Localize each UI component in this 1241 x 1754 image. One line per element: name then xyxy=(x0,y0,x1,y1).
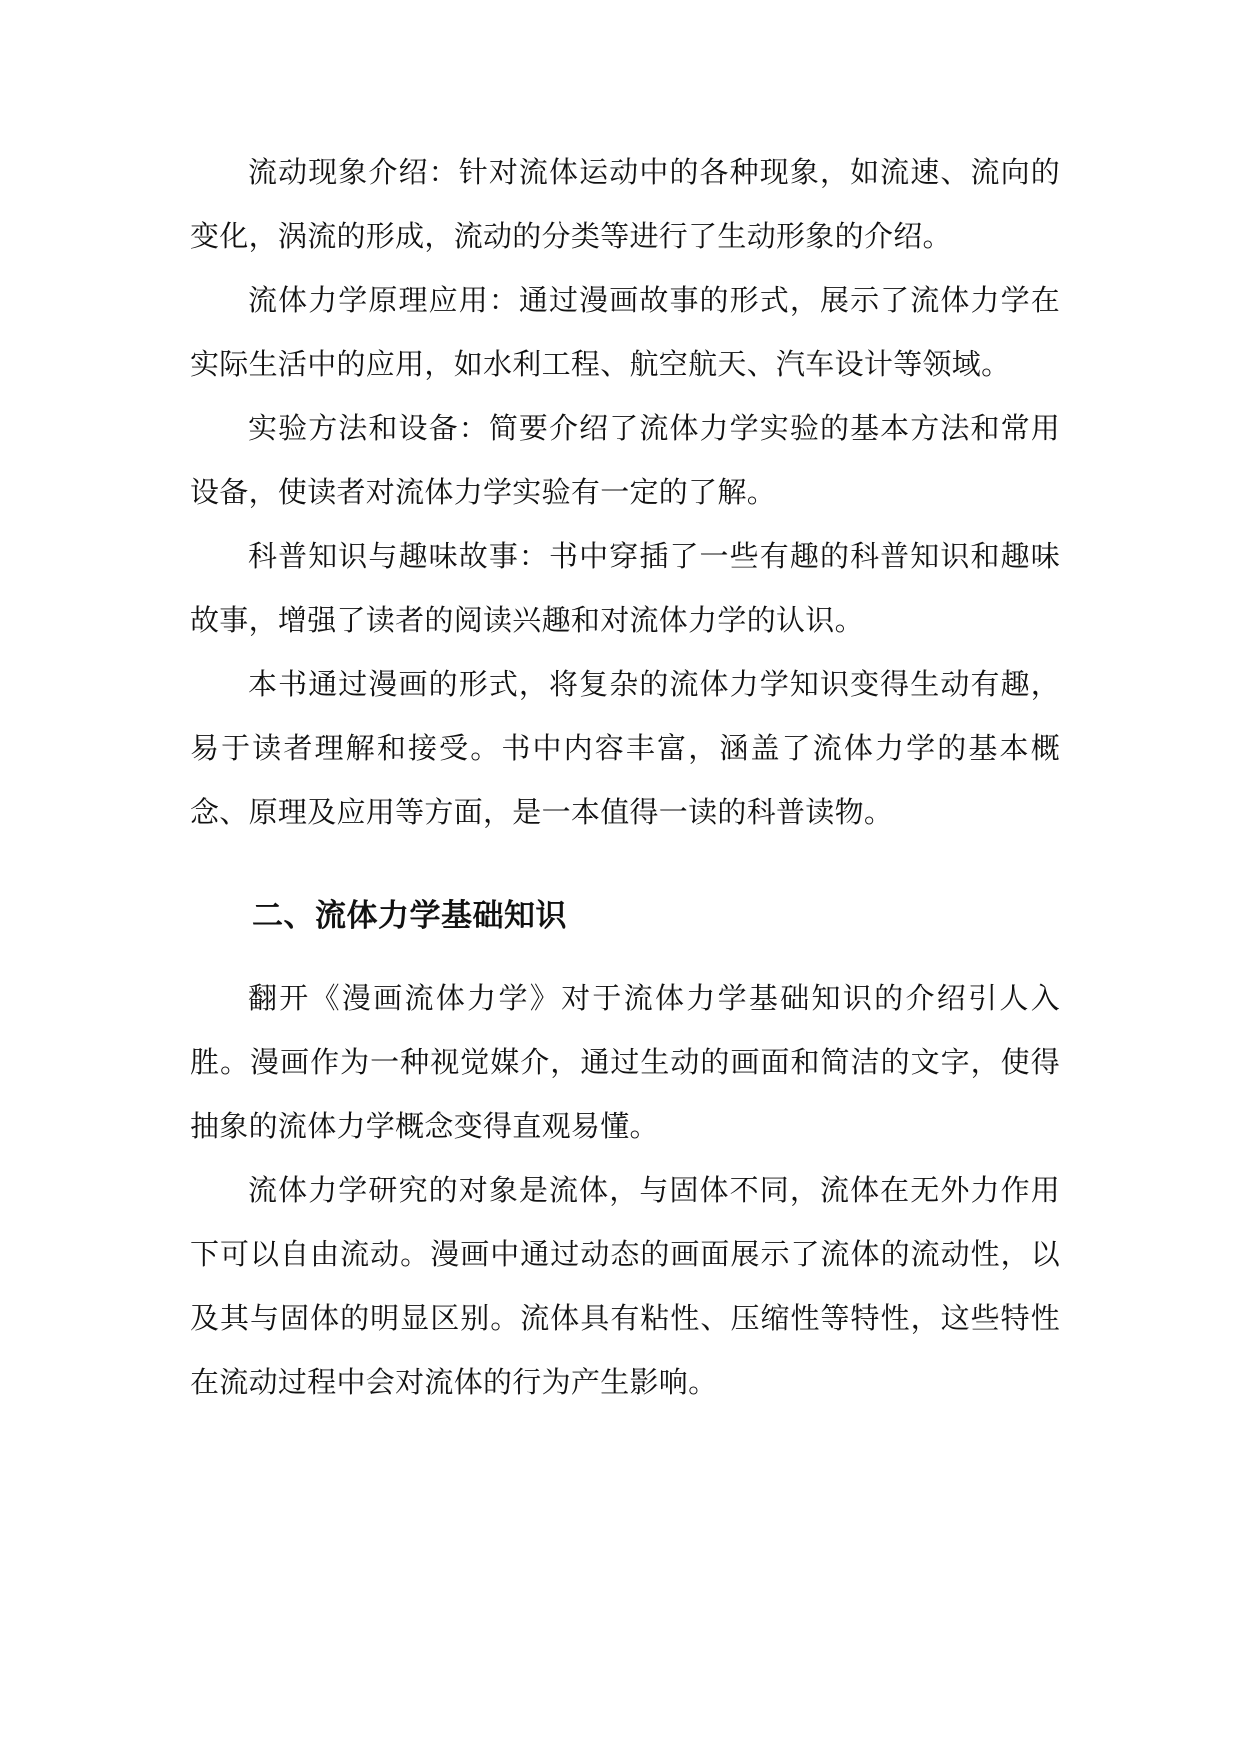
document-body xyxy=(190,140,1060,1414)
section-heading: 二、流体力学基础知识 xyxy=(252,898,567,934)
paragraph-popular-science: 科普知识与趣味故事：书中穿插了一些有趣的科普知识和趣味故事，增强了读者的阅读兴趣和对流体力学的认识。 xyxy=(190,539,1060,637)
paragraph-experiment-methods: 实验方法和设备：简要介绍了流体力学实验的基本方法和常用设备，使读者对流体力学实验有一定的了解。 xyxy=(190,411,1060,509)
paragraph-fluid-definition: 流体力学研究的对象是流体，与固体不同，流体在无外力作用下可以自由流动。漫画中通过动态的画面展示了流体的流动性，以及其与固体的明显区别。流体具有粘性、压缩性等特性，这些特性在流动过程中会对流体的行为产生影响。 xyxy=(190,1173,1060,1399)
paragraph-principle-application: 流体力学原理应用：通过漫画故事的形式，展示了流体力学在实际生活中的应用，如水利工程、航空航天、汽车设计等领域。 xyxy=(190,283,1060,381)
paragraph-book-summary: 本书通过漫画的形式，将复杂的流体力学知识变得生动有趣，易于读者理解和接受。书中内容丰富，涵盖了流体力学的基本概念、原理及应用等方面，是一本值得一读的科普读物。 xyxy=(190,667,1060,829)
paragraph-basics-intro: 翻开《漫画流体力学》对于流体力学基础知识的介绍引人入胜。漫画作为一种视觉媒介，通过生动的画面和简洁的文字，使得抽象的流体力学概念变得直观易懂。 xyxy=(190,981,1060,1143)
paragraph-flow-phenomena: 流动现象介绍：针对流体运动中的各种现象，如流速、流向的变化，涡流的形成，流动的分类等进行了生动形象的介绍。 xyxy=(190,155,1060,253)
